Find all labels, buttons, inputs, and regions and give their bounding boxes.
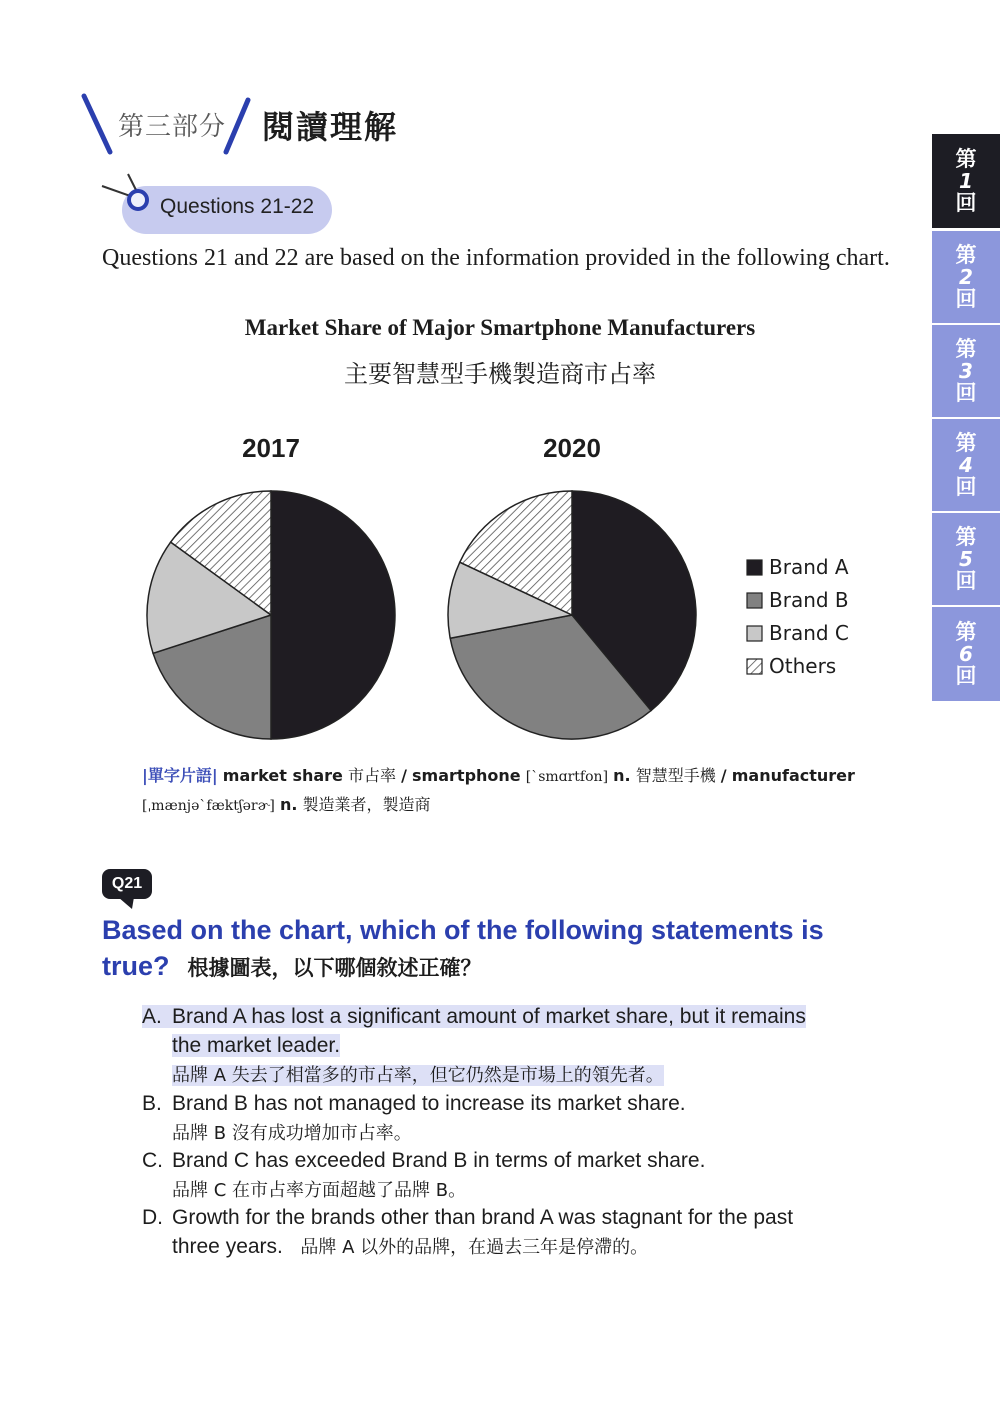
option-a[interactable]: [142, 1002, 922, 1090]
pie-charts: [130, 420, 890, 750]
legend-swatch: [747, 659, 762, 674]
tab-char: 第: [955, 337, 977, 362]
vocab-pos: n.: [279, 795, 298, 814]
badge-tail: [118, 897, 138, 911]
question-zh: 根據圖表，以下哪個敘述正確？: [187, 956, 482, 980]
pie-slice-brand-a: [271, 491, 395, 739]
question-text: [102, 912, 902, 986]
tab-number: 3: [959, 358, 973, 383]
side-tab-4[interactable]: [932, 419, 1000, 511]
vocab-tag: |單字片語|: [142, 766, 218, 785]
option-zh: 品牌 B 沒有成功增加市占率。: [172, 1123, 412, 1144]
option-c[interactable]: [142, 1146, 922, 1205]
vocab-word: market share: [222, 766, 343, 785]
option-d[interactable]: [142, 1203, 922, 1262]
option-zh: 品牌 A 失去了相當多的市占率，但它仍然是市場上的領先者。: [172, 1065, 664, 1086]
legend-label: Brand C: [769, 621, 849, 645]
pie-year-label: 2017: [242, 433, 300, 463]
tab-char: 回: [955, 474, 977, 499]
legend-label: Brand A: [769, 555, 849, 579]
question-line-1: Based on the chart, which of the following statements is: [102, 915, 824, 945]
tab-char: 回: [955, 190, 977, 215]
option-text: Growth for the brands other than brand A was stagnant for the past: [172, 1206, 794, 1229]
vocab-phonetic: [ˋsmɑrtfon]: [525, 769, 609, 785]
tab-char: 第: [955, 243, 977, 268]
vocab-pos: n.: [613, 766, 631, 785]
vocab-word: manufacturer: [731, 766, 855, 785]
option-text: the market leader.: [172, 1034, 341, 1057]
side-tab-1[interactable]: [932, 134, 1000, 228]
tab-char: 第: [955, 431, 977, 456]
legend-swatch: [747, 626, 762, 641]
tab-char: 第: [955, 620, 977, 645]
option-text: three years.: [172, 1235, 283, 1258]
question-line-2: true?: [102, 951, 170, 981]
option-letter: B.: [142, 1092, 162, 1115]
vocab-meaning: 智慧型手機: [635, 766, 716, 785]
vocab-word: smartphone: [412, 766, 521, 785]
tab-char: 回: [955, 663, 977, 688]
intro-text: Questions 21 and 22 are based on the information provided in the following chart.: [102, 245, 890, 271]
legend-swatch: [747, 560, 762, 575]
legend-label: Brand B: [769, 588, 849, 612]
chart-subtitle: 主要智慧型手機製造商市占率: [344, 360, 656, 388]
vocab-separator: /: [720, 766, 727, 785]
option-text: Brand C has exceeded Brand B in terms of market share.: [172, 1149, 706, 1172]
vocab-box: [142, 762, 902, 820]
option-letter: A.: [142, 1005, 162, 1028]
option-zh: 品牌 C 在市占率方面超越了品牌 B。: [172, 1180, 467, 1201]
tab-char: 第: [955, 147, 977, 172]
pill-pin-icon: [98, 172, 158, 222]
tab-char: 第: [955, 525, 977, 550]
vocab-meaning: 製造業者，製造商: [302, 795, 431, 814]
pie-year-label: 2020: [543, 433, 601, 463]
vocab-separator: /: [401, 766, 407, 785]
option-text: Brand A has lost a significant amount of market share, but it remains: [172, 1005, 806, 1028]
option-b[interactable]: [142, 1089, 922, 1148]
side-tab-2[interactable]: [932, 231, 1000, 323]
tab-number: 1: [959, 168, 973, 193]
question-badge: Q21: [102, 869, 152, 899]
section-label: 第三部分: [118, 112, 227, 142]
option-text: Brand B has not managed to increase its market share.: [172, 1092, 686, 1115]
tab-char: 回: [955, 568, 977, 593]
tab-number: 2: [959, 264, 973, 289]
section-title: 閱讀理解: [262, 108, 399, 146]
tab-char: 回: [955, 286, 977, 311]
tab-number: 5: [959, 546, 973, 571]
side-tab-6[interactable]: [932, 607, 1000, 701]
vocab-phonetic: [ˌmænjəˋfæktʃərɚ]: [142, 798, 275, 814]
questions-range: Questions 21-22: [160, 195, 315, 218]
side-tab-5[interactable]: [932, 513, 1000, 605]
option-letter: C.: [142, 1149, 163, 1172]
tab-number: 6: [959, 641, 973, 666]
tab-char: 回: [955, 380, 977, 405]
option-letter: D.: [142, 1206, 163, 1229]
legend-swatch: [747, 593, 762, 608]
vocab-meaning: 市占率: [347, 766, 396, 785]
chart-title: Market Share of Major Smartphone Manufacturers: [244, 315, 756, 340]
tab-number: 4: [959, 452, 973, 477]
option-zh: 品牌 A 以外的品牌，在過去三年是停滯的。: [300, 1237, 649, 1258]
legend-label: Others: [769, 654, 837, 678]
